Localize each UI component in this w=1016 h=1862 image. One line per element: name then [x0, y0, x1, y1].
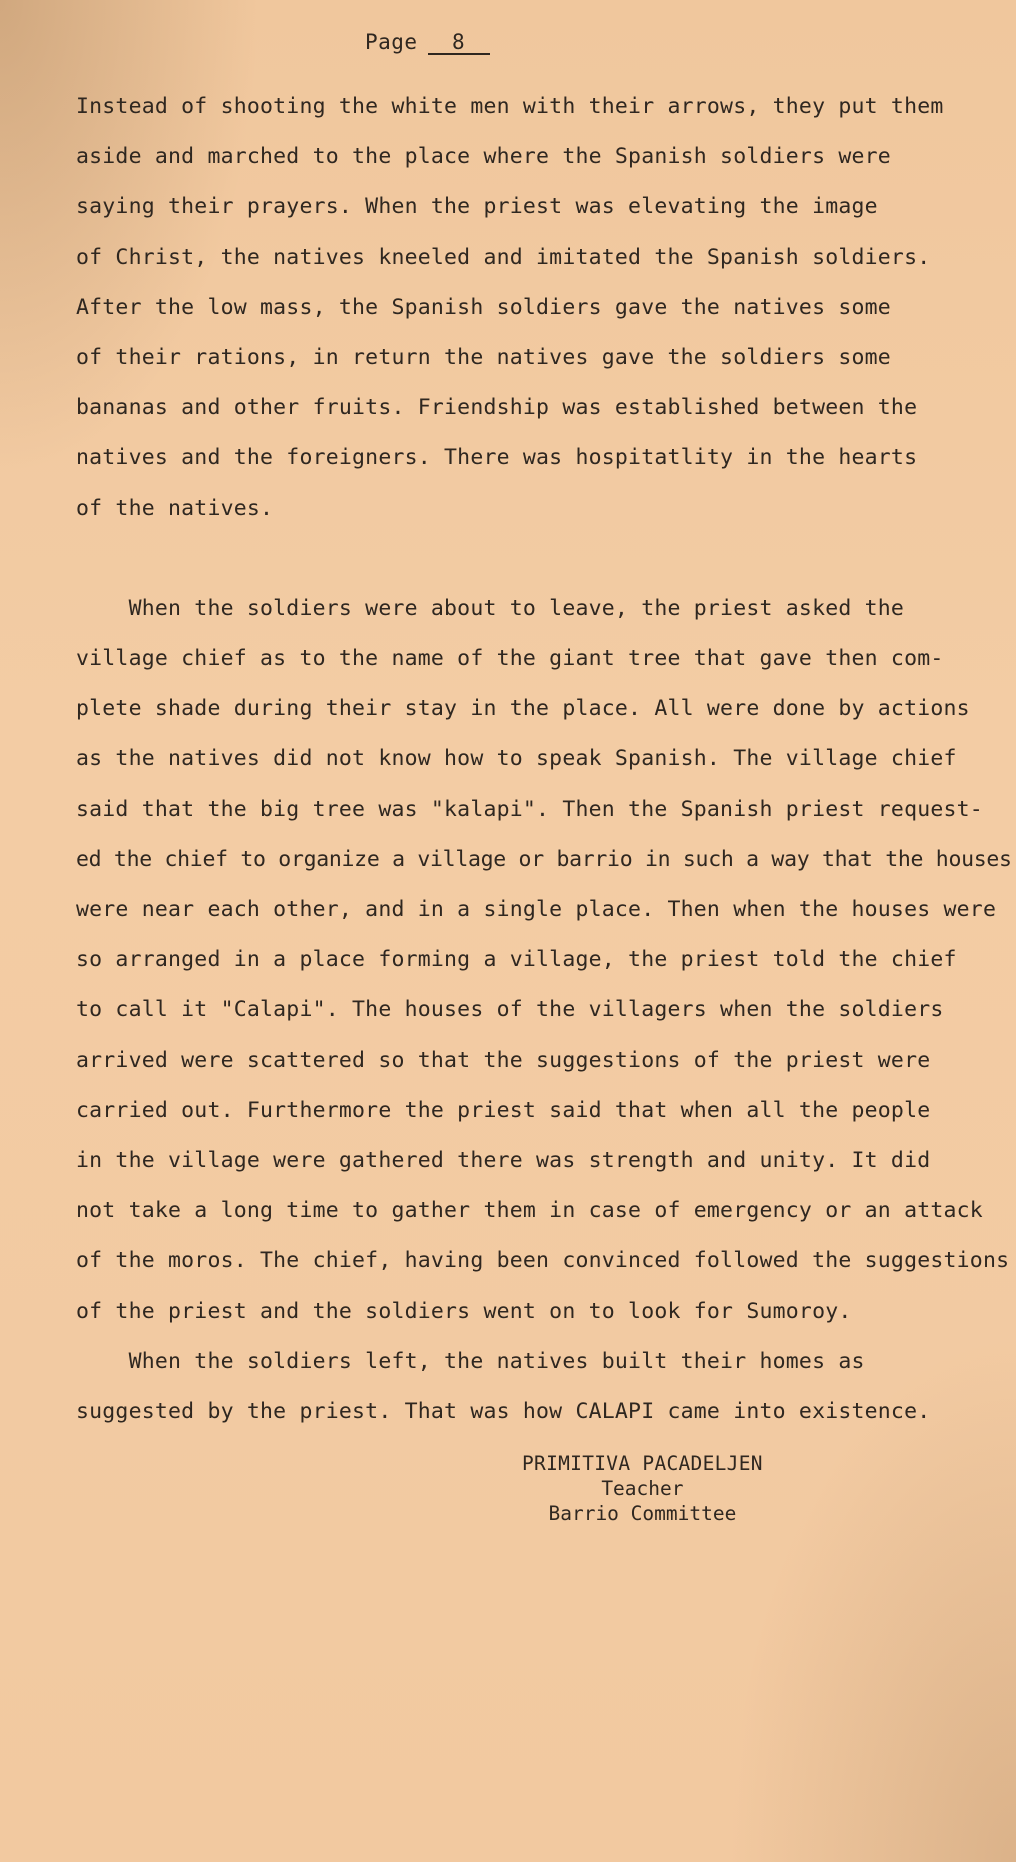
document-body: [76, 82, 1012, 1437]
text-line: to call it "Calapi". The houses of the villagers when the soldiers: [76, 997, 944, 1023]
text-line: so arranged in a place forming a village, the priest told the chief: [76, 947, 957, 973]
text-line: Instead of shooting the white men with their arrows, they put them: [76, 94, 944, 119]
text-line: as the natives did not know how to speak Spanish. The village chief: [76, 746, 957, 772]
text-line: After the low mass, the Spanish soldiers gave the natives some: [76, 294, 891, 320]
text-line: not take a long time to gather them in case of emergency or an attack: [76, 1198, 983, 1224]
text-line: When the soldiers were about to leave, the priest asked the: [76, 595, 905, 621]
text-line: ed the chief to organize a village or barrio in such a way that the houses: [76, 846, 1012, 872]
text-line: When the soldiers left, the natives built their homes as: [76, 1348, 865, 1374]
text-line: were near each other, and in a single place. Then when the houses were: [76, 897, 997, 922]
text-line: aside and marched to the place where the Spanish soldiers were: [76, 144, 891, 170]
text-line: suggested by the priest. That was how CALAPI came into existence.: [76, 1398, 931, 1424]
page-number: 8: [428, 31, 490, 55]
text-line: of the natives.: [76, 495, 274, 521]
text-line: of their rations, in return the natives gave the soldiers some: [76, 344, 891, 370]
text-line: of the priest and the soldiers went on to look for Sumoroy.: [76, 1298, 852, 1324]
text-line: of the moros. The chief, having been convinced followed the suggestions: [76, 1248, 1010, 1274]
signatory-title: Teacher: [601, 1477, 684, 1500]
text-line: plete shade during their stay in the place. All were done by actions: [76, 696, 970, 722]
text-line: saying their prayers. When the priest was elevating the image: [76, 194, 878, 220]
signatory-name: PRIMITIVA PACADELJEN: [522, 1452, 763, 1475]
text-line: in the village were gathered there was strength and unity. It did: [76, 1147, 931, 1173]
text-line: natives and the foreigners. There was hospitatlity in the hearts: [76, 445, 918, 471]
text-line: carried out. Furthermore the priest said that when all the people: [76, 1097, 931, 1123]
signature-block: [522, 1451, 763, 1526]
text-line: of Christ, the natives kneeled and imitated the Spanish soldiers.: [76, 244, 931, 270]
page-header: [365, 30, 490, 55]
paragraph-gap: [76, 534, 1006, 584]
signatory-committee: Barrio Committee: [548, 1502, 737, 1525]
page-label: Page: [365, 30, 418, 54]
text-line: arrived were scattered so that the suggestions of the priest were: [76, 1047, 931, 1073]
text-line: village chief as to the name of the giant tree that gave then com-: [76, 646, 944, 672]
text-line: bananas and other fruits. Friendship was established between the: [76, 395, 918, 421]
text-line: said that the big tree was "kalapi". Then the Spanish priest request-: [76, 796, 983, 822]
